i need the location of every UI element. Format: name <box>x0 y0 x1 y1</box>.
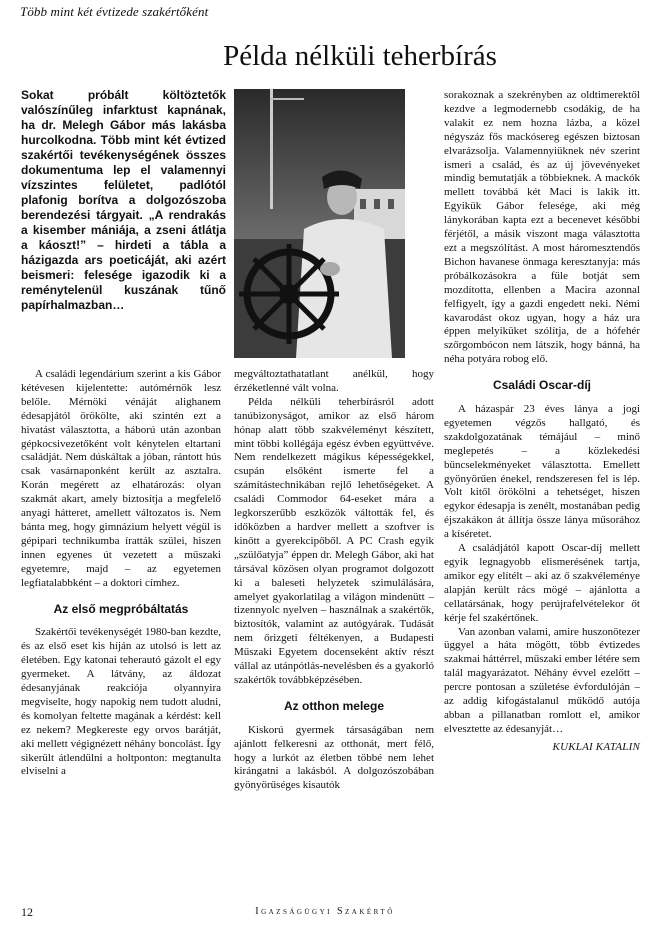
col2-heading: Az otthon melege <box>283 698 384 713</box>
col2-paragraph-1: megváltoztathatatlant anélkül, hogy érzéketlenné vált volna. <box>234 368 434 394</box>
publication-name: Igazságügyi Szakértő <box>255 906 395 917</box>
author-signature: KUKLAI KATALIN <box>552 740 640 753</box>
col1-heading: Az első megpróbáltatás <box>53 601 189 616</box>
col3-paragraph-4: Van azonban valami, amire huszonötezer üggyel a háta mögött, több évtizedes szakmai háttérrel, műszaki ember létére sem talál magyarázatot. Néhány évvel ezelőtt – percre pontosan a születése évfordulóján – az addig kifogástalanul működő autója abban a pillanatban romlott el, amikor elvesztette az édesanyját… <box>444 625 640 735</box>
article-title: Példa nélküli teherbírás <box>223 40 497 72</box>
col2-paragraph-3: Kiskorú gyermek társaságában nem ajánlott felkeresni az otthonát, mert félő, hogy a lurkót az életben többé nem lehet kirángatni a lakásból. A dolgozószobában gyönyörűséges kisautók <box>234 723 434 792</box>
col2-paragraph-2: Példa nélküli teherbírásról adott tanúbizonyságot, amikor az első három hónap alatt több szakvéleményt készített, mint többi kollégája egész évben együttvéve. Nem rendelkezett mágikus képességekkel, csupán elsőként ismerte fel a számítástechnikában rejlő lehetőségeket. A családi Commodor 64-eseket mára a legkorszerűbb eszközök váltották fel, és időközben a hardver mellett a szoftver is kinőtt a gyerekcipőből. A PC Crash egyik „szülőatyja” éppen dr. Melegh Gábor, aki hat társával közösen olyan programot dolgozott ki a baleseti helyzetek szimulálására, amelyet gyakorlatilag a világon mindenütt – tizennyolc nyelven – használnak a szakértők, biztosítók, valamint az autógyárak. Tudását nem őrizgeti féltékenyen, a Budapesti Műszaki Egyetem docenseként aktív részt vállal az utánpótlás-nevelésben és a gyakorló szakértők továbbképzésében. <box>234 395 434 686</box>
kicker: Több mint két évtizede szakértőként <box>20 4 209 19</box>
column-3 <box>444 89 640 755</box>
column-2 <box>234 368 434 793</box>
lead-paragraph: Sokat próbált költöztetők valószínűleg infarktust kapnának, ha dr. Melegh Gábor más lakásba hurcolkodna. Több mint két évtized szakértői tevékenységének összes dokumentuma lep el valamennyi vízszintes felületet, padlótól plafonig borítva a dolgozószoba berendezési tárgyait. „A rendrakás a kisember mániája, a zseni átlátja a káoszt!” – hirdeti a tábla a házigazda ars poeticáját, aki azért beismeri: felesége igazodik ki a reménytelenül kuszának tűnő papírhalmazban… <box>21 88 226 312</box>
col3-paragraph-3: A családjától kapott Oscar-díj mellett egyik legnagyobb elismerésének tartja, amikor egy elítélt – aki az ő szakvéleménye alapján került rács mögé – ajánlotta a cellatársának, hogy perújrafelvételekor őt kérje fel szakértőnek. <box>444 542 640 624</box>
col3-heading: Családi Oscar-díj <box>492 378 592 393</box>
col1-paragraph-2: Szakértői tevékenységét 1980-ban kezdte, és az első eset kis híján az utolsó is lett az életében. Egy katonai teherautó gázolt el egy gyermeket. A látvány, az áldozat édesanyjának reakciója olyannyira megviselte, hogy napokig nem tudott aludni, és komolyan feltette magának a kérdést: kell ez nekem? Megkereste egy orvos barátját, aki mellett végignézett néhány boncolást. Így sikerült átlendülni a holtponton: megtanulta elviselni a <box>21 626 221 778</box>
col1-paragraph-1: A családi legendárium szerint a kis Gábor kétévesen kijelentette: autómérnök lesz belőle. Mérnöki vénáját alighanem édesapjától örökölte, aki szintén ezt a hivatást választotta, a háború után azonban gépkocsivezetőként volt kénytelen eltartani családját. Nem dúskáltak a jóban, rántott hús csak vasárnaponként került az asztalra. Korán megérett az elhatározás: olyan szakmát akart, amely biztosítja a megfelelő anyagi hátteret, amellett változatos is. Nem bánta meg, hogy gimnázium helyett végül is gépipari technikumba íratták szülei, hiszen innen egyenes út vezetett a műszaki egyetemre, majd – az egyetemen legfiatalabbként – a doktori címhez. <box>21 368 221 589</box>
page-number: 12 <box>21 905 33 919</box>
col3-paragraph-1: sorakoznak a szekrényben az oldtimerektől kezdve a legmodernebb csodákig, de ha valakit ez nem hozna lázba, a közel négyszáz fős mackósereg egészen biztosan elvarázsolja. Valamennyiüknek név szerint ismeri a család, és az új jövevényeket mindig bemutatják a többieknek. A mackók mellett továbbá két Maci is lakik itt. Egyikük Gábor felesége, aki még lánykorában kapta ezt a becenevet későbbi férjétől, a másik viszont maga választotta ezt a megszólítást. A most háromesztendős Bichon havanese önmaga keresztanyja: más próbálkozásokra a füle botját sem mozdította, ellenben a Macira azonnal felfigyelt, így a gazdi engedett neki. Némi kavarodást okoz ugyan, hogy a ház ura éppen melyiküket szólítja, de a hófehér szőrgombócon nem látszik, hogy bánná, ha néha potyára robog elő. <box>444 89 640 366</box>
column-1 <box>21 368 221 779</box>
col3-paragraph-2: A házaspár 23 éves lánya a jogi egyetemen végzős hallgató, és szakdolgozatának témájául – minő meglepetés – a közlekedési bűncselekményeket választotta. Emellett gyönyörűen énekel, rendszeresen fel is lép. Volt kitől örökölni a tehetséget, hiszen egykor édesapja is zenélt, mostanában pedig éjszakákon át állítja össze lánya műsorához a kíséretet. <box>444 403 640 541</box>
article-photo <box>234 89 405 358</box>
photo-man-at-ship-wheel-icon <box>234 89 405 358</box>
